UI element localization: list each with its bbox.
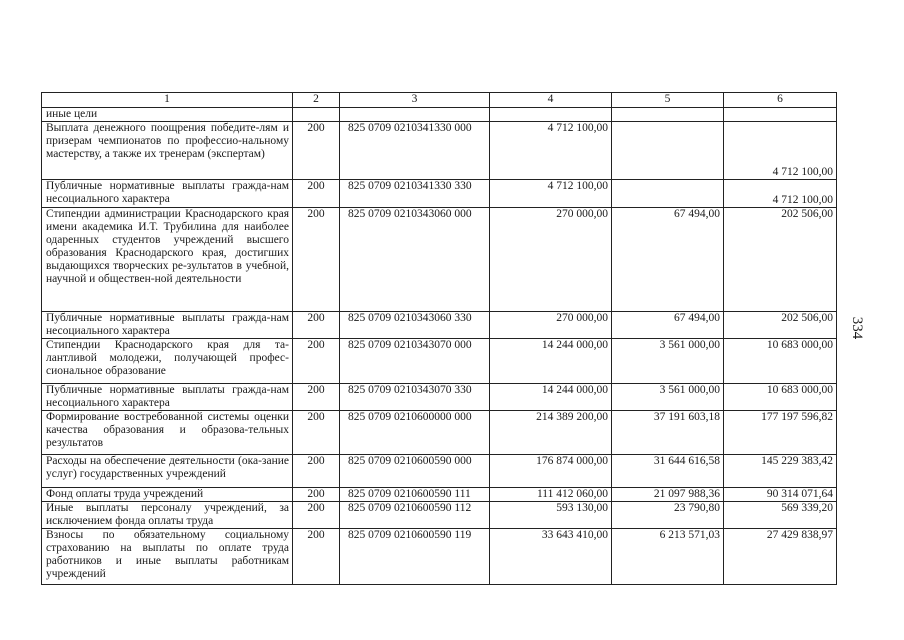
row-kbk-cell: 825 0709 0210343060 000 bbox=[340, 208, 490, 312]
row-col5-cell bbox=[612, 122, 724, 180]
table-row bbox=[42, 529, 837, 585]
row-kbk-cell: 825 0709 0210343070 000 bbox=[340, 339, 490, 384]
row-name-cell: Взносы по обязательному социальному страхованию на выплаты по оплате труда работников и иные выплаты работникам учреждений bbox=[42, 529, 293, 585]
row-name-cell: Выплата денежного поощрения победите-лям и призерам чемпионатов по профессио-нальному мастерству, а также их тренерам (экспертам) bbox=[42, 122, 293, 180]
empty-cell bbox=[293, 108, 340, 122]
row-name-cell: Фонд оплаты труда учреждений bbox=[42, 488, 293, 502]
row-col4-cell: 111 412 060,00 bbox=[490, 488, 612, 502]
header-cell: 4 bbox=[490, 93, 612, 108]
continuation-row bbox=[42, 108, 837, 122]
row-kbk-cell: 825 0709 0210600000 000 bbox=[340, 411, 490, 455]
row-name-cell: Формирование востребованной системы оценки качества образования и образова-тельных результатов bbox=[42, 411, 293, 455]
row-code-cell: 200 bbox=[293, 529, 340, 585]
row-col4-cell: 214 389 200,00 bbox=[490, 411, 612, 455]
row-col5-cell: 67 494,00 bbox=[612, 312, 724, 339]
table-row bbox=[42, 122, 837, 180]
row-col4-cell: 14 244 000,00 bbox=[490, 384, 612, 411]
row-col6-cell: 202 506,00 bbox=[724, 208, 837, 312]
row-col6-cell: 90 314 071,64 bbox=[724, 488, 837, 502]
row-kbk-cell: 825 0709 0210600590 000 bbox=[340, 455, 490, 488]
row-col5-cell: 37 191 603,18 bbox=[612, 411, 724, 455]
row-kbk-cell: 825 0709 0210341330 330 bbox=[340, 180, 490, 208]
row-name-cell: Стипендии Краснодарского края для та-лантливой молодежи, получающей профес-сиональное образование bbox=[42, 339, 293, 384]
header-cell: 1 bbox=[42, 93, 293, 108]
row-col6-cell: 145 229 383,42 bbox=[724, 455, 837, 488]
row-code-cell: 200 bbox=[293, 455, 340, 488]
row-col4-cell: 14 244 000,00 bbox=[490, 339, 612, 384]
row-name-cell: Публичные нормативные выплаты гражда-нам несоциального характера bbox=[42, 312, 293, 339]
row-col6-cell: 4 712 100,00 bbox=[724, 122, 837, 180]
row-kbk-cell: 825 0709 0210343060 330 bbox=[340, 312, 490, 339]
header-cell: 6 bbox=[724, 93, 837, 108]
row-col5-cell: 21 097 988,36 bbox=[612, 488, 724, 502]
row-kbk-cell: 825 0709 0210343070 330 bbox=[340, 384, 490, 411]
header-cell: 5 bbox=[612, 93, 724, 108]
budget-table bbox=[41, 92, 837, 585]
row-code-cell: 200 bbox=[293, 384, 340, 411]
table-row bbox=[42, 208, 837, 312]
row-kbk-cell: 825 0709 0210600590 111 bbox=[340, 488, 490, 502]
row-col4-cell: 4 712 100,00 bbox=[490, 122, 612, 180]
table-row bbox=[42, 411, 837, 455]
row-code-cell: 200 bbox=[293, 122, 340, 180]
table-row bbox=[42, 312, 837, 339]
row-col6-cell: 10 683 000,00 bbox=[724, 339, 837, 384]
row-col4-cell: 33 643 410,00 bbox=[490, 529, 612, 585]
row-name-cell: Публичные нормативные выплаты гражда-нам несоциального характера bbox=[42, 384, 293, 411]
table-row bbox=[42, 455, 837, 488]
row-name-cell: Стипендии администрации Краснодарского края имени академика И.Т. Трубилина для наиболее одаренных студентов учреждений высшего образования Краснодарского края, достигших выдающихся творческих ре-зультатов в учебной, научной и обществен-ной деятельности bbox=[42, 208, 293, 312]
row-col4-cell: 593 130,00 bbox=[490, 502, 612, 529]
row-code-cell: 200 bbox=[293, 411, 340, 455]
row-code-cell: 200 bbox=[293, 339, 340, 384]
row-col4-cell: 176 874 000,00 bbox=[490, 455, 612, 488]
page-number: 334 bbox=[849, 316, 865, 340]
row-name-cell: Иные выплаты персоналу учреждений, за исключением фонда оплаты труда bbox=[42, 502, 293, 529]
row-col4-cell: 270 000,00 bbox=[490, 312, 612, 339]
row-code-cell: 200 bbox=[293, 208, 340, 312]
header-cell: 2 bbox=[293, 93, 340, 108]
row-code-cell: 200 bbox=[293, 502, 340, 529]
row-col6-cell: 4 712 100,00 bbox=[724, 180, 837, 208]
empty-cell bbox=[490, 108, 612, 122]
row-kbk-cell: 825 0709 0210600590 119 bbox=[340, 529, 490, 585]
row-col6-cell: 569 339,20 bbox=[724, 502, 837, 529]
row-col5-cell: 23 790,80 bbox=[612, 502, 724, 529]
row-col6-cell: 27 429 838,97 bbox=[724, 529, 837, 585]
table-row bbox=[42, 488, 837, 502]
row-col4-cell: 4 712 100,00 bbox=[490, 180, 612, 208]
row-col5-cell: 31 644 616,58 bbox=[612, 455, 724, 488]
header-row bbox=[42, 93, 837, 108]
table-row bbox=[42, 384, 837, 411]
empty-cell bbox=[612, 108, 724, 122]
row-col6-cell: 10 683 000,00 bbox=[724, 384, 837, 411]
row-kbk-cell: 825 0709 0210341330 000 bbox=[340, 122, 490, 180]
table-row bbox=[42, 339, 837, 384]
row-col6-cell: 202 506,00 bbox=[724, 312, 837, 339]
row-col5-cell: 6 213 571,03 bbox=[612, 529, 724, 585]
empty-cell bbox=[724, 108, 837, 122]
row-code-cell: 200 bbox=[293, 312, 340, 339]
row-code-cell: 200 bbox=[293, 488, 340, 502]
row-col5-cell bbox=[612, 180, 724, 208]
row-code-cell: 200 bbox=[293, 180, 340, 208]
row-col5-cell: 67 494,00 bbox=[612, 208, 724, 312]
row-name-cell: Публичные нормативные выплаты гражда-нам несоциального характера bbox=[42, 180, 293, 208]
table-row bbox=[42, 180, 837, 208]
row-kbk-cell: 825 0709 0210600590 112 bbox=[340, 502, 490, 529]
row-name-cell: Расходы на обеспечение деятельности (ока-зание услуг) государственных учреждений bbox=[42, 455, 293, 488]
empty-cell bbox=[340, 108, 490, 122]
row-col5-cell: 3 561 000,00 bbox=[612, 339, 724, 384]
row-col6-cell: 177 197 596,82 bbox=[724, 411, 837, 455]
row-col5-cell: 3 561 000,00 bbox=[612, 384, 724, 411]
row-col4-cell: 270 000,00 bbox=[490, 208, 612, 312]
table-row bbox=[42, 502, 837, 529]
header-cell: 3 bbox=[340, 93, 490, 108]
continuation-text: иные цели bbox=[42, 108, 293, 122]
